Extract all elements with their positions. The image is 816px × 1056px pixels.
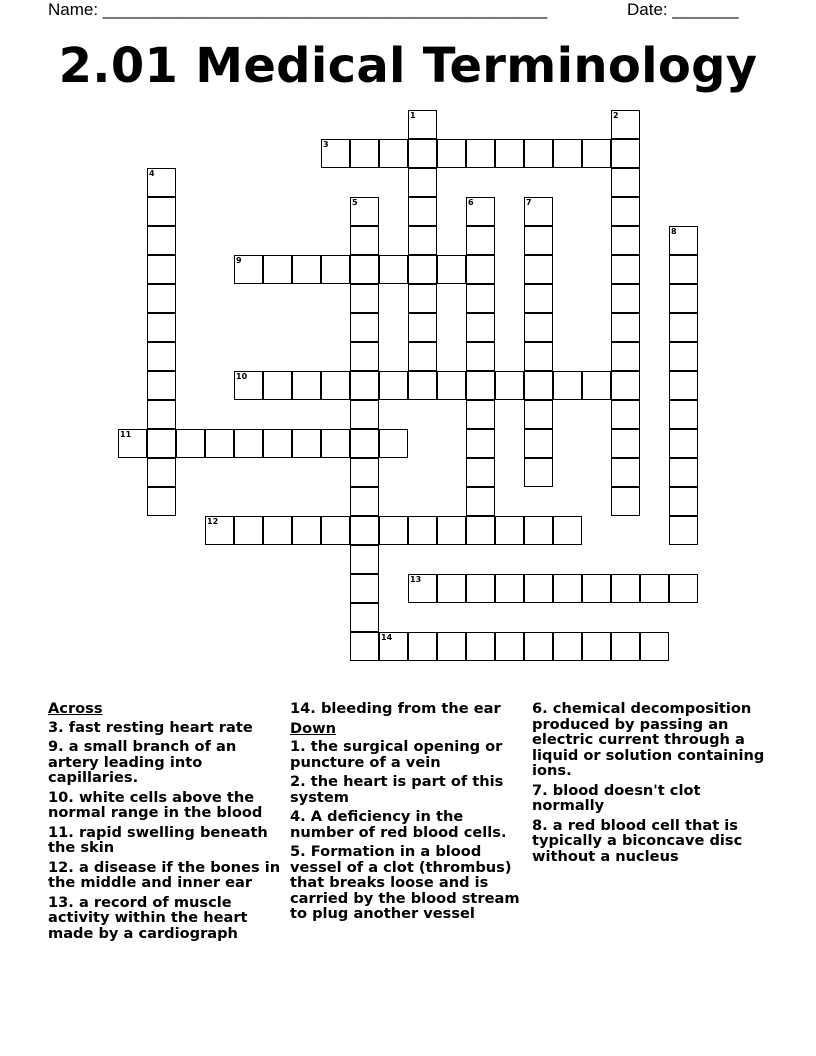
grid-cell[interactable]: [640, 632, 669, 661]
clues-column-3: [532, 701, 772, 868]
name-field[interactable]: Name: _______________________________________________: [48, 0, 548, 19]
grid-cell[interactable]: [611, 632, 640, 661]
grid-cell[interactable]: [553, 632, 582, 661]
grid-cell[interactable]: [350, 545, 379, 574]
grid-cell[interactable]: [437, 516, 466, 545]
grid-cell[interactable]: [147, 255, 176, 284]
grid-cell[interactable]: [524, 574, 553, 603]
grid-cell[interactable]: [582, 371, 611, 400]
grid-cell[interactable]: [466, 429, 495, 458]
grid-cell[interactable]: [640, 574, 669, 603]
grid-cell[interactable]: [263, 429, 292, 458]
grid-cell[interactable]: [524, 284, 553, 313]
grid-cell[interactable]: [466, 342, 495, 371]
grid-cell[interactable]: [350, 632, 379, 661]
grid-cell[interactable]: [669, 342, 698, 371]
grid-cell[interactable]: [147, 197, 176, 226]
grid-cell[interactable]: [611, 139, 640, 168]
grid-cell[interactable]: [321, 429, 350, 458]
grid-cell[interactable]: [234, 371, 263, 400]
grid-cell[interactable]: [147, 371, 176, 400]
grid-cell[interactable]: [408, 516, 437, 545]
clue-number: 10: [236, 372, 248, 381]
grid-cell[interactable]: [437, 574, 466, 603]
grid-cell[interactable]: [611, 458, 640, 487]
grid-cell[interactable]: [234, 255, 263, 284]
grid-cell[interactable]: [669, 226, 698, 255]
grid-cell[interactable]: [524, 371, 553, 400]
grid-cell[interactable]: [379, 255, 408, 284]
grid-cell[interactable]: [263, 255, 292, 284]
grid-cell[interactable]: [408, 371, 437, 400]
clues-column-2: [290, 701, 526, 926]
grid-cell[interactable]: [350, 197, 379, 226]
grid-cell[interactable]: [553, 139, 582, 168]
grid-cell[interactable]: [669, 574, 698, 603]
grid-cell[interactable]: [553, 371, 582, 400]
grid-cell[interactable]: [495, 516, 524, 545]
grid-cell[interactable]: [350, 226, 379, 255]
grid-cell[interactable]: [147, 429, 176, 458]
grid-cell[interactable]: [466, 574, 495, 603]
grid-cell[interactable]: [292, 429, 321, 458]
grid-cell[interactable]: [466, 284, 495, 313]
grid-cell[interactable]: [669, 284, 698, 313]
grid-cell[interactable]: [350, 458, 379, 487]
clue-number: 8: [671, 227, 677, 236]
grid-cell[interactable]: [408, 574, 437, 603]
grid-cell[interactable]: [466, 516, 495, 545]
grid-cell[interactable]: [350, 400, 379, 429]
grid-cell[interactable]: [611, 400, 640, 429]
grid-cell[interactable]: [350, 255, 379, 284]
grid-cell[interactable]: [669, 371, 698, 400]
grid-cell[interactable]: [437, 139, 466, 168]
grid-cell[interactable]: [408, 197, 437, 226]
grid-cell[interactable]: [524, 632, 553, 661]
grid-cell[interactable]: [321, 371, 350, 400]
grid-cell[interactable]: [495, 574, 524, 603]
grid-cell[interactable]: [495, 139, 524, 168]
grid-cell[interactable]: [147, 284, 176, 313]
grid-cell[interactable]: [611, 342, 640, 371]
grid-cell[interactable]: [669, 400, 698, 429]
grid-cell[interactable]: [408, 632, 437, 661]
clue-down-1: 1. the surgical opening or puncture of a vein: [290, 738, 503, 771]
grid-cell[interactable]: [495, 371, 524, 400]
grid-cell[interactable]: [611, 284, 640, 313]
clue-down-6: 6. chemical decomposition produced by passing an electric current through a liquid or solution containing ions.: [532, 700, 765, 779]
clue-across-14: 14. bleeding from the ear: [290, 700, 501, 717]
clue-number: 11: [120, 430, 132, 439]
clue-down-5: 5. Formation in a blood vessel of a clot (thrombus) that breaks loose and is carried by the blood stream to plug another vessel: [290, 843, 520, 922]
grid-cell[interactable]: [350, 429, 379, 458]
grid-cell[interactable]: [379, 516, 408, 545]
clue-number: 13: [410, 575, 422, 584]
grid-cell[interactable]: [524, 197, 553, 226]
grid-cell[interactable]: [466, 371, 495, 400]
clue-down-7: 7. blood doesn't clot normally: [532, 781, 701, 814]
grid-cell[interactable]: [611, 255, 640, 284]
grid-cell[interactable]: [495, 632, 524, 661]
grid-cell[interactable]: [408, 313, 437, 342]
clue-number: 5: [352, 198, 358, 207]
across-heading: Across: [48, 700, 103, 717]
grid-cell[interactable]: [524, 342, 553, 371]
grid-cell[interactable]: [350, 284, 379, 313]
grid-cell[interactable]: [611, 429, 640, 458]
clue-down-2: 2. the heart is part of this system: [290, 773, 504, 806]
grid-cell[interactable]: [466, 313, 495, 342]
grid-cell[interactable]: [147, 342, 176, 371]
grid-cell[interactable]: [350, 139, 379, 168]
grid-cell[interactable]: [379, 632, 408, 661]
grid-cell[interactable]: [408, 168, 437, 197]
clue-across-12: 12. a disease if the bones in the middle and inner ear: [48, 858, 281, 891]
grid-cell[interactable]: [350, 574, 379, 603]
clue-number: 6: [468, 198, 474, 207]
clue-across-10: 10. white cells above the normal range in the blood: [48, 788, 263, 821]
grid-cell[interactable]: [524, 226, 553, 255]
grid-cell[interactable]: [350, 516, 379, 545]
grid-cell[interactable]: [611, 226, 640, 255]
grid-cell[interactable]: [321, 255, 350, 284]
grid-cell[interactable]: [611, 371, 640, 400]
grid-cell[interactable]: [379, 371, 408, 400]
grid-cell[interactable]: [350, 487, 379, 516]
grid-cell[interactable]: [176, 429, 205, 458]
grid-cell[interactable]: [437, 632, 466, 661]
grid-cell[interactable]: [350, 313, 379, 342]
clue-number: 2: [613, 111, 619, 120]
grid-cell[interactable]: [669, 313, 698, 342]
grid-cell[interactable]: [524, 255, 553, 284]
grid-cell[interactable]: [611, 313, 640, 342]
grid-cell[interactable]: [147, 458, 176, 487]
grid-cell[interactable]: [408, 342, 437, 371]
grid-cell[interactable]: [611, 487, 640, 516]
grid-cell[interactable]: [669, 516, 698, 545]
grid-cell[interactable]: [147, 487, 176, 516]
clue-number: 3: [323, 140, 329, 149]
clue-down-4: 4. A deficiency in the number of red blood cells.: [290, 808, 507, 841]
grid-cell[interactable]: [350, 603, 379, 632]
grid-cell[interactable]: [379, 429, 408, 458]
grid-cell[interactable]: [553, 574, 582, 603]
grid-cell[interactable]: [350, 371, 379, 400]
grid-cell[interactable]: [582, 574, 611, 603]
grid-cell[interactable]: [350, 342, 379, 371]
clue-down-8: 8. a red blood cell that is typically a biconcave disc without a nucleus: [532, 816, 743, 865]
grid-cell[interactable]: [524, 139, 553, 168]
grid-cell[interactable]: [408, 110, 437, 139]
grid-cell[interactable]: [118, 429, 147, 458]
clue-number: 12: [207, 517, 219, 526]
grid-cell[interactable]: [466, 226, 495, 255]
grid-cell[interactable]: [611, 574, 640, 603]
grid-cell[interactable]: [205, 429, 234, 458]
grid-cell[interactable]: [669, 255, 698, 284]
grid-cell[interactable]: [379, 139, 408, 168]
grid-cell[interactable]: [408, 284, 437, 313]
grid-cell[interactable]: [466, 458, 495, 487]
grid-cell[interactable]: [263, 516, 292, 545]
grid-cell[interactable]: [466, 197, 495, 226]
grid-cell[interactable]: [147, 168, 176, 197]
grid-cell[interactable]: [669, 429, 698, 458]
clue-across-11: 11. rapid swelling beneath the skin: [48, 823, 268, 856]
clue-across-13: 13. a record of muscle activity within the heart made by a cardiograph: [48, 893, 248, 942]
clues-column-1: [48, 701, 286, 945]
grid-cell[interactable]: [582, 632, 611, 661]
grid-cell[interactable]: [205, 516, 234, 545]
grid-cell[interactable]: [437, 255, 466, 284]
grid-cell[interactable]: [611, 197, 640, 226]
grid-cell[interactable]: [292, 255, 321, 284]
clue-number: 1: [410, 111, 416, 120]
grid-cell[interactable]: [611, 168, 640, 197]
grid-cell[interactable]: [524, 313, 553, 342]
down-heading: Down: [290, 719, 337, 737]
clue-across-9: 9. a small branch of an artery leading into capillaries.: [48, 738, 237, 786]
clue-across-3: 3. fast resting heart rate: [48, 718, 253, 736]
page-title: 2.01 Medical Terminology: [58, 38, 758, 94]
grid-cell[interactable]: [408, 226, 437, 255]
grid-cell[interactable]: [147, 400, 176, 429]
grid-cell[interactable]: [292, 371, 321, 400]
grid-cell[interactable]: [582, 139, 611, 168]
clue-number: 7: [526, 198, 532, 207]
grid-cell[interactable]: [147, 313, 176, 342]
grid-cell[interactable]: [611, 110, 640, 139]
grid-cell[interactable]: [466, 487, 495, 516]
date-field[interactable]: Date: _______: [627, 0, 739, 19]
grid-cell[interactable]: [669, 458, 698, 487]
grid-cell[interactable]: [553, 516, 582, 545]
grid-cell[interactable]: [524, 458, 553, 487]
grid-cell[interactable]: [408, 139, 437, 168]
grid-cell[interactable]: [524, 516, 553, 545]
grid-cell[interactable]: [321, 516, 350, 545]
grid-cell[interactable]: [263, 371, 292, 400]
grid-cell[interactable]: [466, 255, 495, 284]
grid-cell[interactable]: [234, 429, 263, 458]
grid-cell[interactable]: [292, 516, 321, 545]
grid-cell[interactable]: [234, 516, 263, 545]
clue-number: 9: [236, 256, 242, 265]
grid-cell[interactable]: [321, 139, 350, 168]
clue-number: 4: [149, 169, 155, 178]
grid-cell[interactable]: [669, 487, 698, 516]
grid-cell[interactable]: [466, 632, 495, 661]
grid-cell[interactable]: [466, 400, 495, 429]
grid-cell[interactable]: [437, 371, 466, 400]
clue-number: 14: [381, 633, 393, 642]
grid-cell[interactable]: [147, 226, 176, 255]
grid-cell[interactable]: [524, 400, 553, 429]
grid-cell[interactable]: [408, 255, 437, 284]
grid-cell[interactable]: [524, 429, 553, 458]
grid-cell[interactable]: [466, 139, 495, 168]
